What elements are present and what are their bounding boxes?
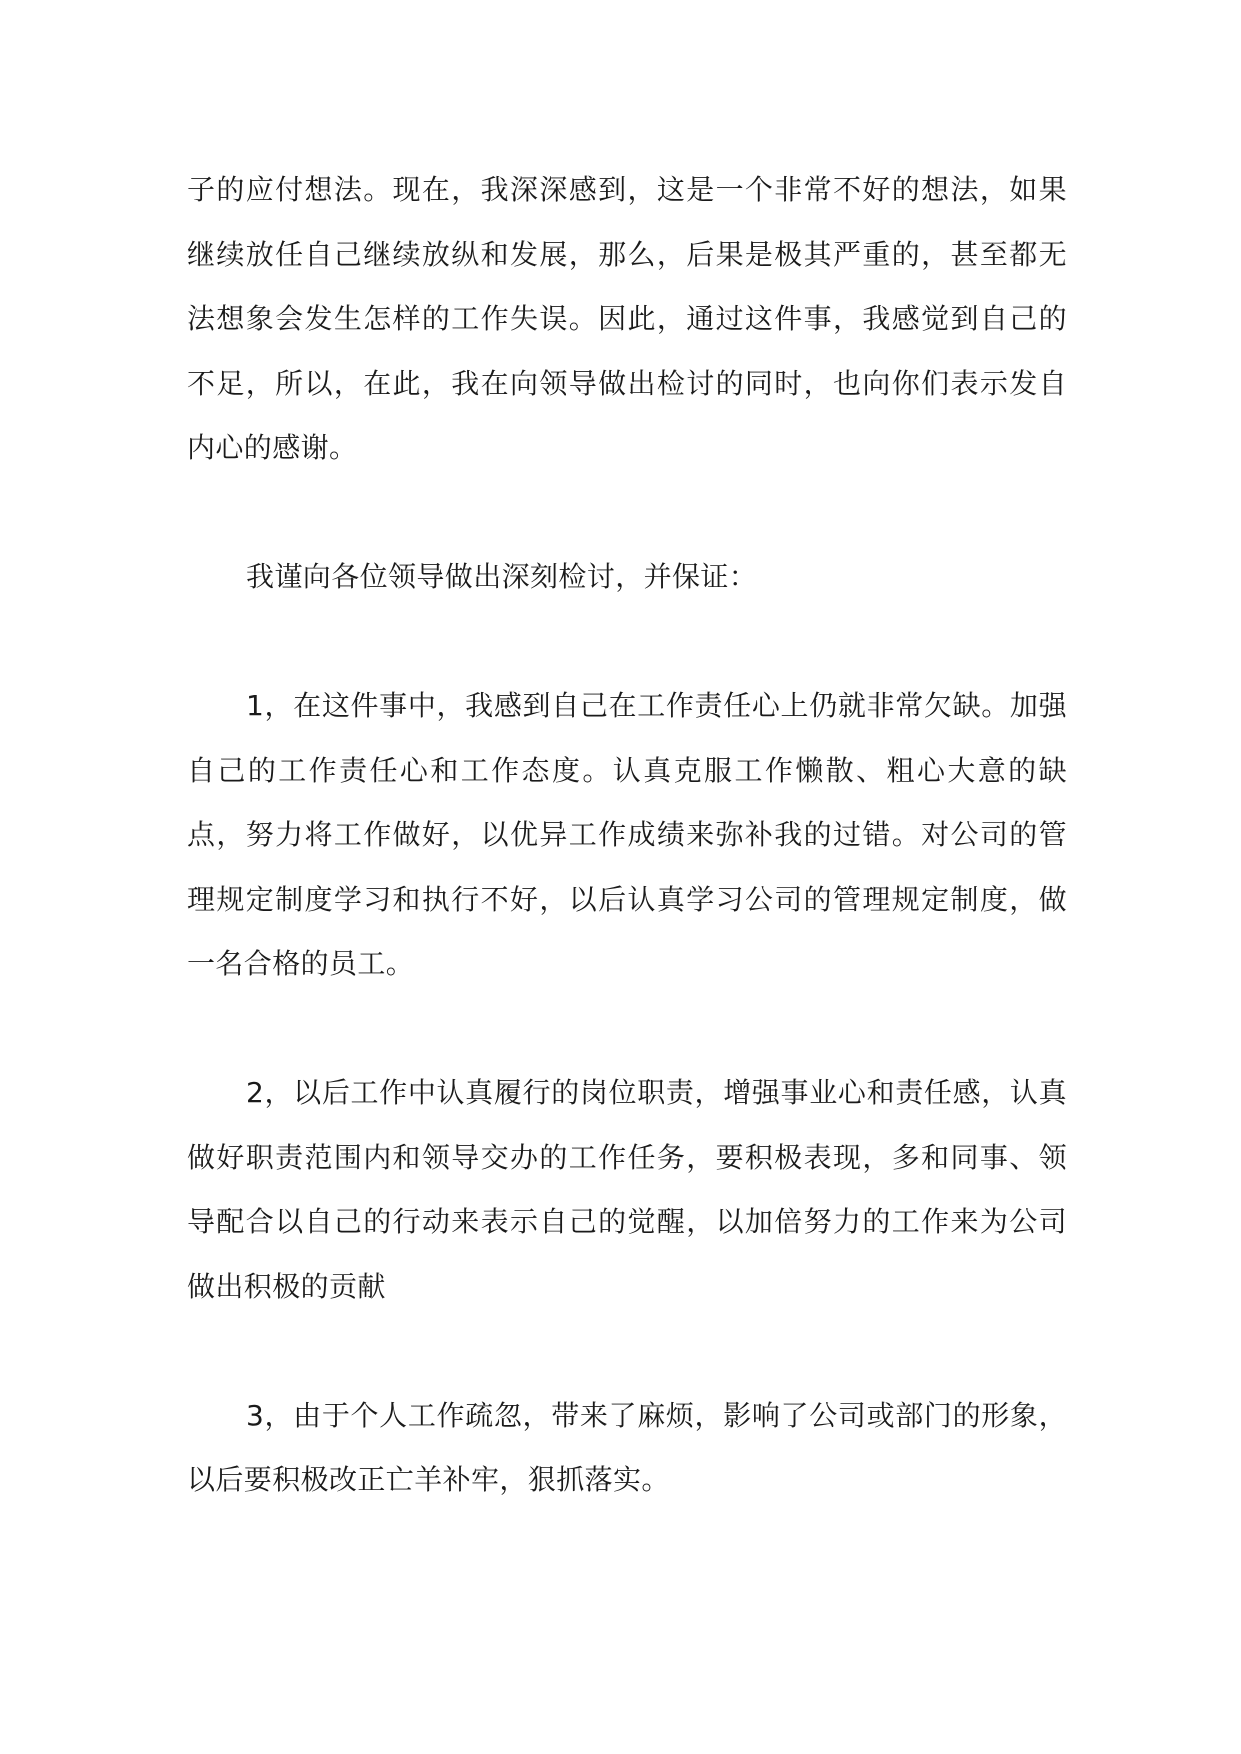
paragraph-continuation: 子的应付想法。现在，我深深感到，这是一个非常不好的想法，如果继续放任自己继续放纵和发展，那么，后果是极其严重的，甚至都无法想象会发生怎样的工作失误。因此，通过这件事，我感觉到自己的不足，所以，在此，我在向领导做出检讨的同时，也向你们表示发自内心的感谢。: [187, 173, 1067, 464]
paragraph-pledge-intro: 我谨向各位领导做出深刻检讨，并保证：: [246, 560, 758, 593]
paragraph-pledge-1: 1，在这件事中，我感到自己在工作责任心上仍就非常欠缺。加强自己的工作责任心和工作态度。认真克服工作懒散、粗心大意的缺点，努力将工作做好，以优异工作成绩来弥补我的过错。对公司的管理规定制度学习和执行不好，以后认真学习公司的管理规定制度，做一名合格的员工。: [187, 689, 1067, 980]
document-body: [187, 158, 1067, 1513]
paragraph-spacer: [187, 997, 1067, 1062]
paragraph-spacer: [187, 481, 1067, 546]
paragraph-pledge-3: 3，由于个人工作疏忽，带来了麻烦，影响了公司或部门的形象，以后要积极改正亡羊补牢，狠抓落实。: [187, 1398, 1067, 1496]
paragraph-pledge-2: 2，以后工作中认真履行的岗位职责，增强事业心和责任感，认真做好职责范围内和领导交办的工作任务，要积极表现，多和同事、领导配合以自己的行动来表示自己的觉醒，以加倍努力的工作来为公司做出积极的贡献: [187, 1076, 1067, 1303]
paragraph-spacer: [187, 610, 1067, 675]
paragraph-spacer: [187, 1319, 1067, 1384]
